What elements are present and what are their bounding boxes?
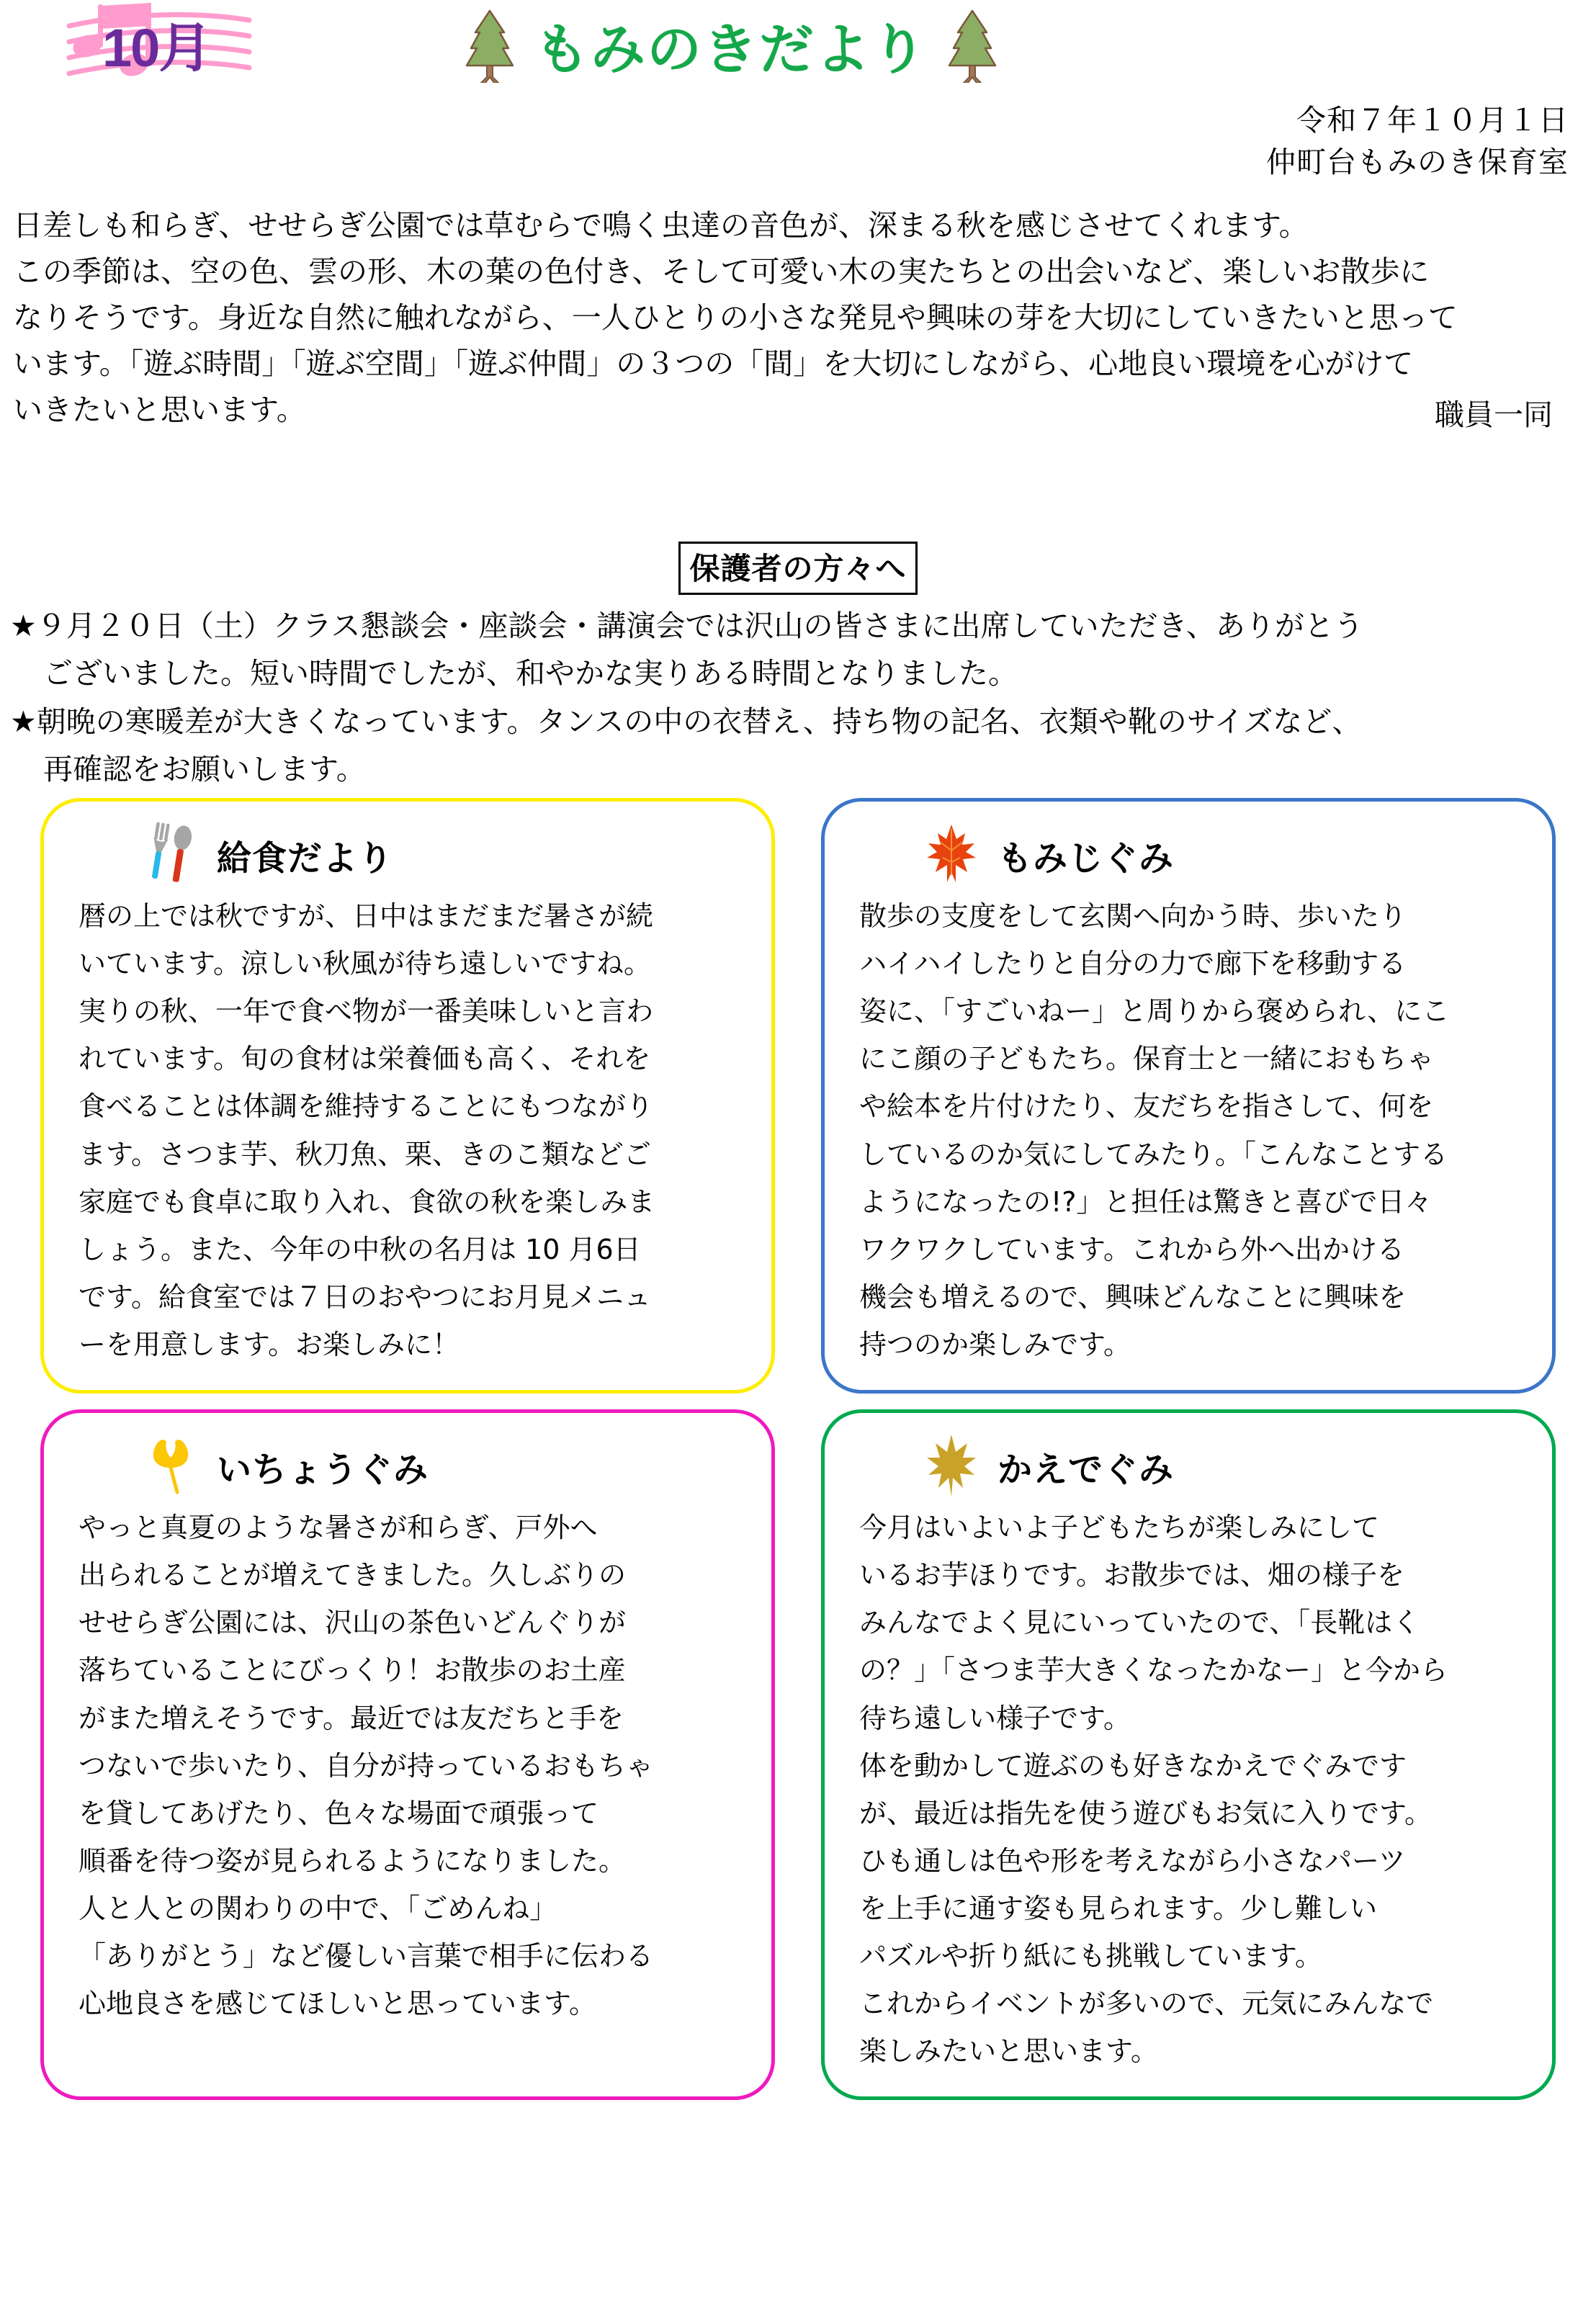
card-line: 心地良さを感じてほしいと思っています。 <box>79 1988 596 2020</box>
red-maple-leaf-icon <box>924 822 979 888</box>
class-cards-grid <box>40 798 1556 2116</box>
intro-line: います。「遊ぶ時間」「遊ぶ空間」「遊ぶ仲間」の３つの「間」を大切にしながら、心地良い環境を心がけて <box>13 346 1414 381</box>
intro-line: いきたいと思います。 <box>13 392 306 427</box>
card-line: ます。さつま芋、秋刀魚、栗、きのこ類などご <box>79 1138 651 1170</box>
card-title: いちょうぐみ <box>217 1449 429 1490</box>
card-line: パズルや折り紙にも挑戦しています。 <box>859 1940 1322 1973</box>
card-line: ハイハイしたりと自分の力で廊下を移動する <box>859 948 1407 980</box>
card-line: や絵本を片付けたり、友だちを指さして、何を <box>859 1090 1434 1123</box>
card-line: 実りの秋、一年で食べ物が一番美味しいと言わ <box>79 995 654 1028</box>
card-kaede <box>821 1409 1556 2100</box>
intro-line: 日差しも和らぎ、せせらぎ公園では草むらで鳴く虫達の音色が、深まる秋を感じさせてくれます。 <box>13 208 1309 243</box>
notices-list <box>10 602 1587 794</box>
card-title: もみじぐみ <box>998 838 1175 879</box>
parents-heading-label: 保護者の方々へ <box>678 542 917 595</box>
card-header <box>68 820 747 889</box>
card-line: 「ありがとう」など優しい言葉で相手に伝わる <box>79 1940 654 1973</box>
card-header <box>68 1432 747 1501</box>
gold-maple-leaf-icon <box>924 1433 979 1499</box>
notice-line: 再確認をお願いします。 <box>43 752 366 787</box>
page-header <box>0 0 1596 108</box>
card-row <box>40 1409 1556 2100</box>
card-line: 姿に、「すごいねー」と周りから褒められ、にこ <box>859 995 1450 1028</box>
card-line: いています。涼しい秋風が待ち遠しいですね。 <box>79 948 651 980</box>
fork-and-spoon-icon <box>143 822 198 888</box>
card-momiji <box>821 798 1556 1394</box>
card-line: がまた増えそうです。最近では友だちと手を <box>79 1702 624 1734</box>
card-row <box>40 798 1556 1394</box>
intro-line: この季節は、空の色、雲の形、木の葉の色付き、そして可愛い木の実たちとの出会いなど、楽しいお散歩に <box>13 254 1430 289</box>
card-line: を貸してあげたり、色々な場面で頑張って <box>79 1797 599 1829</box>
card-line: 散歩の支度をして玄関へ向かう時、歩いたり <box>859 900 1407 932</box>
ginkgo-leaf-icon <box>143 1433 198 1499</box>
card-line: しょう。また、今年の中秋の名月は 10 月6日 <box>79 1233 641 1265</box>
masthead <box>461 6 1001 84</box>
card-line: せせらぎ公園には、沢山の茶色いどんぐりが <box>79 1607 627 1639</box>
card-line: ーを用意します。お楽しみに！ <box>79 1328 459 1360</box>
parents-section-heading <box>0 542 1596 595</box>
card-line: 家庭でも食卓に取り入れ、食欲の秋を楽しみま <box>79 1185 655 1218</box>
card-line: ひも通しは色や形を考えながら小さなパーツ <box>859 1844 1406 1877</box>
card-line: やっと真夏のような暑さが和らぎ、戸外へ <box>79 1512 598 1544</box>
intro-line: なりそうです。身近な自然に触れながら、一人ひとりの小さな発見や興味の芽を大切にしていきたいと思って <box>13 300 1458 335</box>
card-line: 機会も増えるので、興味どんなことに興味を <box>859 1280 1407 1313</box>
card-line: いるお芋ほりです。お散歩では、畑の様子を <box>859 1559 1404 1592</box>
issue-date: 令和７年１０月１日 <box>1296 103 1569 138</box>
card-line: れています。旬の食材は栄養価も高く、それを <box>79 1043 651 1075</box>
card-body <box>849 1504 1528 2075</box>
card-line: 食べることは体調を維持することにもつながり <box>79 1090 654 1123</box>
card-line: 今月はいよいよ子どもたちが楽しみにして <box>859 1512 1380 1544</box>
card-line: 体を動かして遊ぶのも好きなかえでぐみです <box>859 1749 1407 1782</box>
card-line: ワクワクしています。これから外へ出かける <box>859 1233 1404 1265</box>
card-line: が、最近は指先を使う遊びもお気に入りです。 <box>859 1797 1432 1829</box>
intro-paragraph <box>13 203 1583 439</box>
card-line: 落ちていることにびっくり！お散歩のお土産 <box>79 1654 626 1687</box>
card-title: かえでぐみ <box>998 1449 1175 1490</box>
card-icho <box>40 1409 775 2100</box>
issuer-name: 仲町台もみのき保育室 <box>1266 145 1569 180</box>
card-line: 楽しみたいと思います。 <box>859 2035 1158 2068</box>
fir-tree-icon <box>943 8 1001 83</box>
fir-tree-icon <box>461 8 519 83</box>
card-line: 出られることが増えてきました。久しぶりの <box>79 1559 627 1592</box>
card-line: 順番を待つ姿が見られるようになりました。 <box>79 1844 627 1877</box>
card-line: 持つのか楽しみです。 <box>859 1328 1131 1360</box>
card-line: しているのか気にしてみたり。「こんなことする <box>859 1138 1448 1170</box>
card-kyushoku <box>40 798 775 1394</box>
card-body <box>68 1504 747 2027</box>
date-block <box>1266 99 1569 183</box>
intro-signature: 職員一同 <box>1435 397 1553 432</box>
month-badge <box>62 1 271 86</box>
card-line: の？」「さつま芋大きくなったかなー」と今から <box>859 1654 1448 1687</box>
card-line: 暦の上では秋ですが、日中はまだまだ暑さが続 <box>79 900 654 932</box>
notice-line: ございました。短い時間でしたが、和やかな実りある時間となりました。 <box>43 656 1018 691</box>
card-body <box>849 892 1528 1368</box>
card-header <box>849 1432 1528 1501</box>
card-line: みんなでよく見にいっていたので、「長靴はく <box>859 1607 1420 1639</box>
card-line: にこ顔の子どもたち。保育士と一緒におもちゃ <box>859 1043 1435 1075</box>
card-line: です。給食室では７日のおやつにお月見メニュ <box>79 1280 651 1313</box>
month-label: 10月 <box>102 18 211 78</box>
card-line: つないで歩いたり、自分が持っているおもちゃ <box>79 1749 654 1782</box>
notice-line: ★９月２０日（土）クラス懇談会・座談会・講演会では沢山の皆さまに出席していただき、ありがとう <box>10 609 1363 643</box>
page-title: もみのきだより <box>534 17 928 81</box>
card-line: 待ち遠しい様子です。 <box>859 1702 1131 1734</box>
card-line: を上手に通す姿も見られます。少し難しい <box>859 1892 1377 1924</box>
card-header <box>849 820 1528 889</box>
card-body <box>68 892 747 1368</box>
card-line: これからイベントが多いので、元気にみんなで <box>859 1988 1434 2020</box>
card-title: 給食だより <box>217 838 394 879</box>
card-line: ようになったの!?」と担任は驚きと喜びで日々 <box>859 1185 1433 1218</box>
notice-line: ★朝晩の寒暖差が大きくなっています。タンスの中の衣替え、持ち物の記名、衣類や靴のサイズなど、 <box>10 704 1362 739</box>
card-line: 人と人との関わりの中で、「ごめんね」 <box>79 1892 557 1924</box>
